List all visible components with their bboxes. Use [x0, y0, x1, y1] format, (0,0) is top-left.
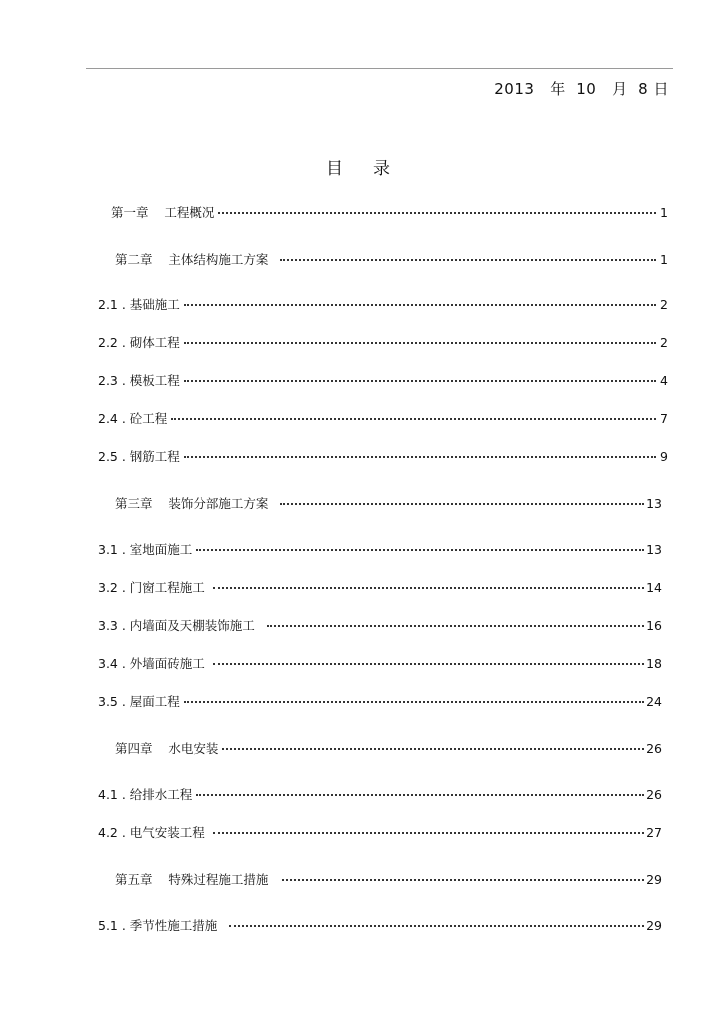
- toc-entry-label: 第三章 装饰分部施工方案: [115, 496, 269, 511]
- toc-entry-page: 4: [660, 373, 668, 388]
- toc-entry-page: 27: [646, 825, 662, 840]
- toc-entry-label: 2.3 . 模板工程: [98, 373, 180, 388]
- toc-entry-page: 29: [646, 918, 662, 933]
- toc-leader-dots: [196, 549, 644, 551]
- toc-entry[interactable]: [111, 204, 668, 222]
- toc-leader-dots: [213, 663, 644, 665]
- toc-leader-dots: [229, 925, 644, 927]
- toc-leader-dots: [196, 794, 644, 796]
- toc-entry-label: 5.1 . 季节性施工措施: [98, 918, 218, 933]
- toc-entry-page: 13: [646, 542, 662, 557]
- toc-entry-label: 2.1 . 基础施工: [98, 297, 180, 312]
- toc-leader-dots: [184, 342, 656, 344]
- toc-leader-dots: [213, 587, 644, 589]
- toc-entry-label: 第二章 主体结构施工方案: [115, 252, 269, 267]
- toc-entry-page: 2: [660, 297, 668, 312]
- toc-entry[interactable]: [98, 372, 668, 390]
- toc-entry[interactable]: [98, 824, 662, 842]
- toc-leader-dots: [171, 418, 656, 420]
- toc-entry-page: 24: [646, 694, 662, 709]
- toc-entry[interactable]: [98, 786, 662, 804]
- toc-leader-dots: [184, 380, 656, 382]
- toc-entry-page: 1: [660, 252, 668, 267]
- toc-leader-dots: [280, 259, 656, 261]
- toc-entry-page: 29: [646, 872, 662, 887]
- toc-leader-dots: [222, 748, 644, 750]
- toc-entry-page: 7: [660, 411, 668, 426]
- toc-entry-page: 2: [660, 335, 668, 350]
- toc-leader-dots: [280, 503, 644, 505]
- toc-entry-page: 18: [646, 656, 662, 671]
- toc-leader-dots: [184, 456, 656, 458]
- toc-entry-page: 9: [660, 449, 668, 464]
- toc-entry-page: 26: [646, 741, 662, 756]
- toc-leader-dots: [184, 304, 656, 306]
- toc-leader-dots: [218, 212, 656, 214]
- toc-entry-label: 3.1 . 室地面施工: [98, 542, 193, 557]
- toc-entry-page: 26: [646, 787, 662, 802]
- toc-entry[interactable]: [98, 579, 662, 597]
- toc-entry[interactable]: [98, 541, 662, 559]
- toc-entry[interactable]: [98, 655, 662, 673]
- toc-entry[interactable]: [98, 448, 668, 466]
- toc-entry[interactable]: [115, 495, 662, 513]
- toc-leader-dots: [184, 701, 644, 703]
- toc-entry-label: 4.1 . 给排水工程: [98, 787, 193, 802]
- toc-entry-page: 13: [646, 496, 662, 511]
- toc-entry-label: 第四章 水电安装: [115, 741, 219, 756]
- toc-entry-page: 16: [646, 618, 662, 633]
- toc-entry[interactable]: [98, 296, 668, 314]
- toc-entry[interactable]: [115, 740, 662, 758]
- header-rule: [86, 68, 673, 69]
- toc-entry-label: 第一章 工程概况: [111, 205, 215, 220]
- toc-entry-label: 第五章 特殊过程施工措施: [115, 872, 269, 887]
- toc-entry-label: 3.2 . 门窗工程施工: [98, 580, 205, 595]
- toc-entry-page: 14: [646, 580, 662, 595]
- toc-leader-dots: [282, 879, 644, 881]
- toc-entry[interactable]: [98, 334, 668, 352]
- toc-entry[interactable]: [98, 693, 662, 711]
- toc-entry[interactable]: [98, 410, 668, 428]
- toc-entry-page: 1: [660, 205, 668, 220]
- toc-entry-label: 3.3 . 内墙面及天棚装饰施工: [98, 618, 255, 633]
- toc-entry-label: 2.4 . 砼工程: [98, 411, 168, 426]
- toc-entry[interactable]: [98, 617, 662, 635]
- toc-entry[interactable]: [98, 917, 662, 935]
- toc-entry-label: 2.2 . 砌体工程: [98, 335, 180, 350]
- toc-entry[interactable]: [115, 871, 662, 889]
- toc-entry-label: 3.4 . 外墙面砖施工: [98, 656, 205, 671]
- toc-leader-dots: [213, 832, 644, 834]
- toc-title: 目录: [326, 159, 420, 179]
- toc-entry[interactable]: [115, 251, 668, 269]
- toc-leader-dots: [267, 625, 644, 627]
- toc-entry-label: 2.5 . 钢筋工程: [98, 449, 180, 464]
- toc-entry-label: 4.2 . 电气安装工程: [98, 825, 205, 840]
- document-date: 2013 年 10 月 8 日: [494, 80, 669, 98]
- toc-entry-label: 3.5 . 屋面工程: [98, 694, 180, 709]
